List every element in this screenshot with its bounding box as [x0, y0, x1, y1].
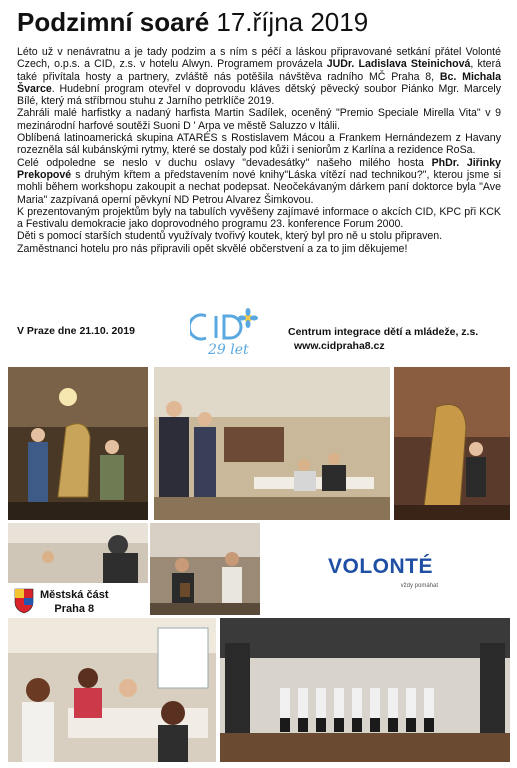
organization-web: www.cidpraha8.cz — [294, 340, 385, 352]
praha8-line2: Praha 8 — [54, 603, 95, 615]
cid-years: 29 let — [208, 342, 249, 358]
title-date: 17.října 2019 — [216, 7, 369, 37]
bold-name: Bc. Michala Švarce — [17, 70, 501, 95]
praha8-crest-icon — [14, 588, 34, 614]
photo-audience-hall — [154, 367, 390, 520]
praha8-line1: Městská část — [40, 589, 109, 601]
place-date: V Praze dne 21.10. 2019 — [17, 325, 135, 337]
photo-harp-girls — [8, 367, 148, 520]
text: . Hudební program otevřel v doprovodu kláves dětský pěvecký soubor Piánko Mgr. Marcely Bílé, který má stříbrnou stuhu z Jarního petrklíče 2019. — [17, 82, 501, 108]
bold-name: JUDr. Ladislava Steinichová — [326, 58, 471, 71]
paragraph-1 — [17, 46, 501, 107]
photo-band-atares — [150, 523, 260, 615]
paragraph-2: Zahráli malé harfistky a nadaný harfista Martin Sadílek, oceněný "Premio Speciale Mirella Vita" v 9 mezinárodní harfové soutěži Suoni D ' Arpa ve městě Saluzzo v Itálii. — [17, 107, 501, 132]
paragraph-3: Oblíbená latinoamerická skupina ATARÉS s Rostislavem Mácou a Frankem Hernándezem z Havany rozezněla sál kubánskými rytmy, které se dostaly pod kůži i seniorům z Karlína a rezidence RoSa. — [17, 132, 501, 157]
paragraph-4 — [17, 157, 501, 206]
text: , která také přivítala hosty a partnery, zvláště nás potěšila návštěva radního MČ Praha 8, — [17, 58, 501, 83]
title-bold: Podzimní soaré — [17, 7, 210, 37]
photo-choir-concert — [220, 618, 510, 762]
praha8-label — [40, 588, 109, 616]
photo-seniors — [8, 523, 148, 583]
photo-children-workshop — [8, 618, 216, 762]
article-body — [17, 46, 501, 255]
page-title — [17, 6, 368, 38]
volonte-text: VOLONTÉ — [328, 555, 434, 578]
text: Léto už v nenávratnu a je tady podzim a s ním s péčí a láskou připravované setkání přátel Volonté Czech, o.p.s. a CID, z.s. v hotelu Alwyn. Programem provázela — [17, 46, 501, 71]
organization-signature — [288, 325, 478, 353]
paragraph-6: Děti s pomocí starších studentů využívaly tvořivý koutek, který byl pro ně u stolu připraven. — [17, 230, 443, 243]
volonte-subtitle: vždy pomáhat — [400, 583, 438, 589]
photo-harpist-girl — [394, 367, 510, 520]
paragraph-7: Zaměstnanci hotelu pro nás připravili opět skvělé občerstvení a za to jim děkujeme! — [17, 242, 408, 255]
bold-name: PhDr. Jiřinky Prekopové — [17, 156, 501, 181]
paragraph-5: K prezentovaným projektům byly na tabulích vyvěšeny zajímavé informace o akcích CID, KPC při KCK a Festivalu demokracie jako doprovodného programu 23. konference Forum 2000. — [17, 205, 501, 231]
text: Celé odpoledne se neslo v duchu oslavy "devadesátky" našeho milého hosta — [17, 156, 432, 169]
text: s druhým křtem a představením nové knihy"Láska vítězí nad technikou?", kterou jsme si mohli během workshopu zakoupit a nechat podepsat. Neočekávaným dárkem paní doktorce byla "Ave Maria" zazpívaná operní pěvkyní ND Petrou Alvarez Šimkovou. — [17, 168, 501, 206]
cid-logo — [190, 308, 262, 364]
volonte-logo — [328, 555, 440, 589]
organization-name: Centrum integrace dětí a mládeže, z.s. — [288, 326, 479, 338]
